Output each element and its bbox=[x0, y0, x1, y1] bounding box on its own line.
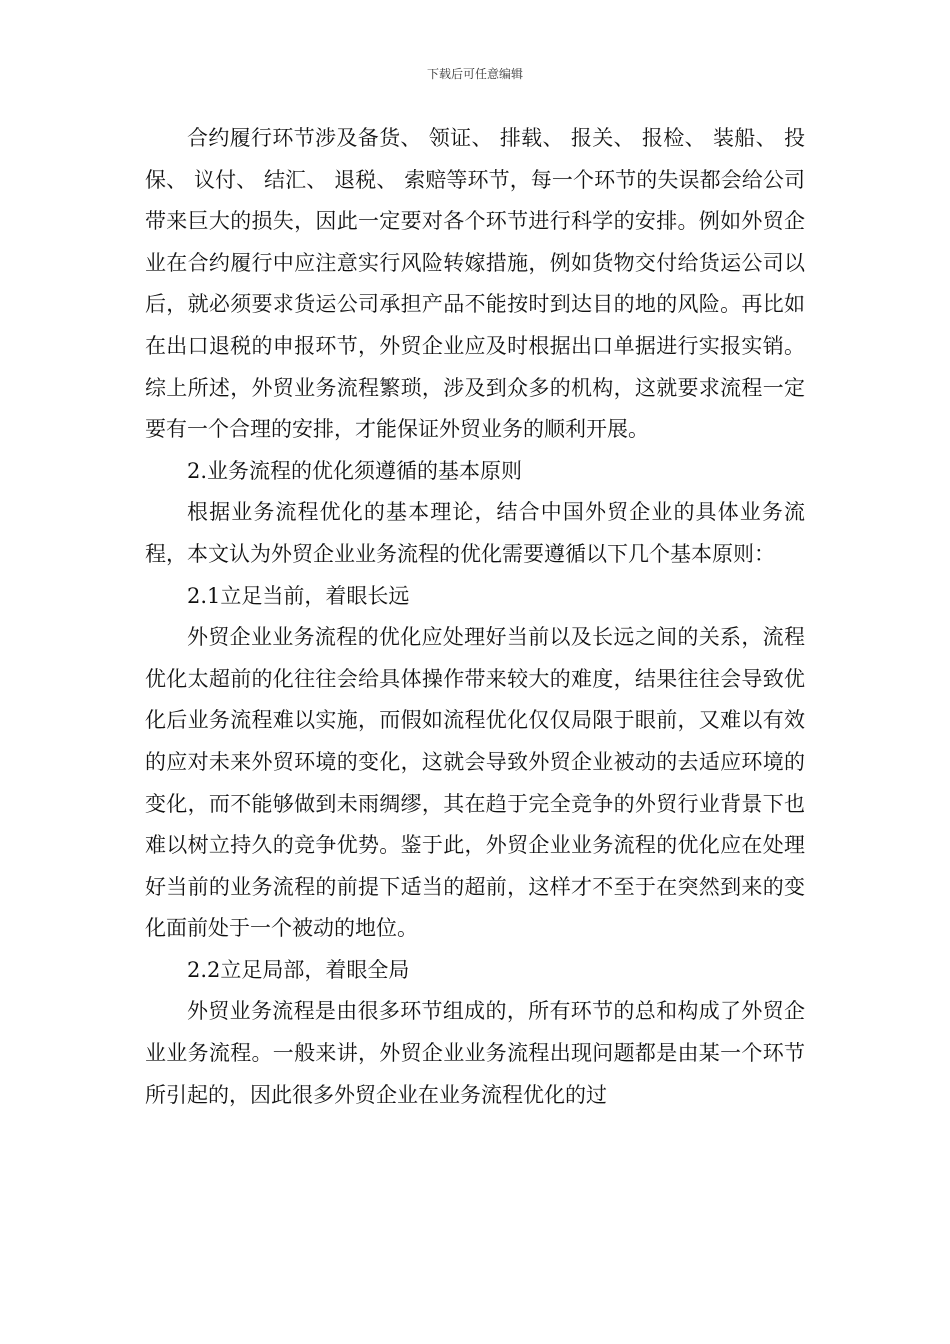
paragraph-local-vs-global: 外贸业务流程是由很多环节组成的，所有环节的总和构成了外贸企业业务流程。一般来讲，外贸企业业务流程出现问题都是由某一个环节所引起的，因此很多外贸企业在业务流程优化的过 bbox=[145, 999, 805, 1107]
paragraph-principles-intro: 根据业务流程优化的基本理论，结合中国外贸企业的具体业务流程，本文认为外贸企业业务流程的优化需要遵循以下几个基本原则： bbox=[145, 500, 805, 566]
paragraph-current-vs-long-term: 外贸企业业务流程的优化应处理好当前以及长远之间的关系，流程优化太超前的化往往会给具体操作带来较大的难度，结果往往会导致优化后业务流程难以实施，而假如流程优化仅仅局限于眼前，又难以有效的应对未来外贸环境的变化，这就会导致外贸企业被动的去适应环境的变化，而不能够做到未雨绸缪，其在趋于完全竞争的外贸行业背景下也难以树立持久的竞争优势。鉴于此，外贸企业业务流程的优化应在处理好当前的业务流程的前提下适当的超前，这样才不至于在突然到来的变化面前处于一个被动的地位。 bbox=[145, 625, 805, 941]
page-header: 下载后可任意编辑 bbox=[426, 67, 523, 81]
subsection-heading-2-2: 2.2立足局部，着眼全局 bbox=[187, 957, 410, 982]
subsection-heading-2-1: 2.1立足当前，着眼长远 bbox=[187, 583, 410, 608]
document-body bbox=[145, 118, 805, 1116]
section-heading-principles: 2.业务流程的优化须遵循的基本原则 bbox=[187, 458, 523, 483]
paragraph-contract-fulfillment: 合约履行环节涉及备货、 领证、 排载、 报关、 报检、 装船、 投保、 议付、 结汇、 退税、 索赔等环节，每一个环节的失误都会给公司带来巨大的损失，因此一定要对各个环节进行科学的安排。例如外贸企业在合约履行中应注意实行风险转嫁措施，例如货物交付给货运公司以后，就必须要求货运公司承担产品不能按时到达目的地的风险。再比如在出口退税的申报环节，外贸企业应及时根据出口单据进行实报实销。综上所述，外贸业务流程繁琐，涉及到众多的机构，这就要求流程一定要有一个合理的安排，才能保证外贸业务的顺利开展。 bbox=[145, 126, 805, 442]
